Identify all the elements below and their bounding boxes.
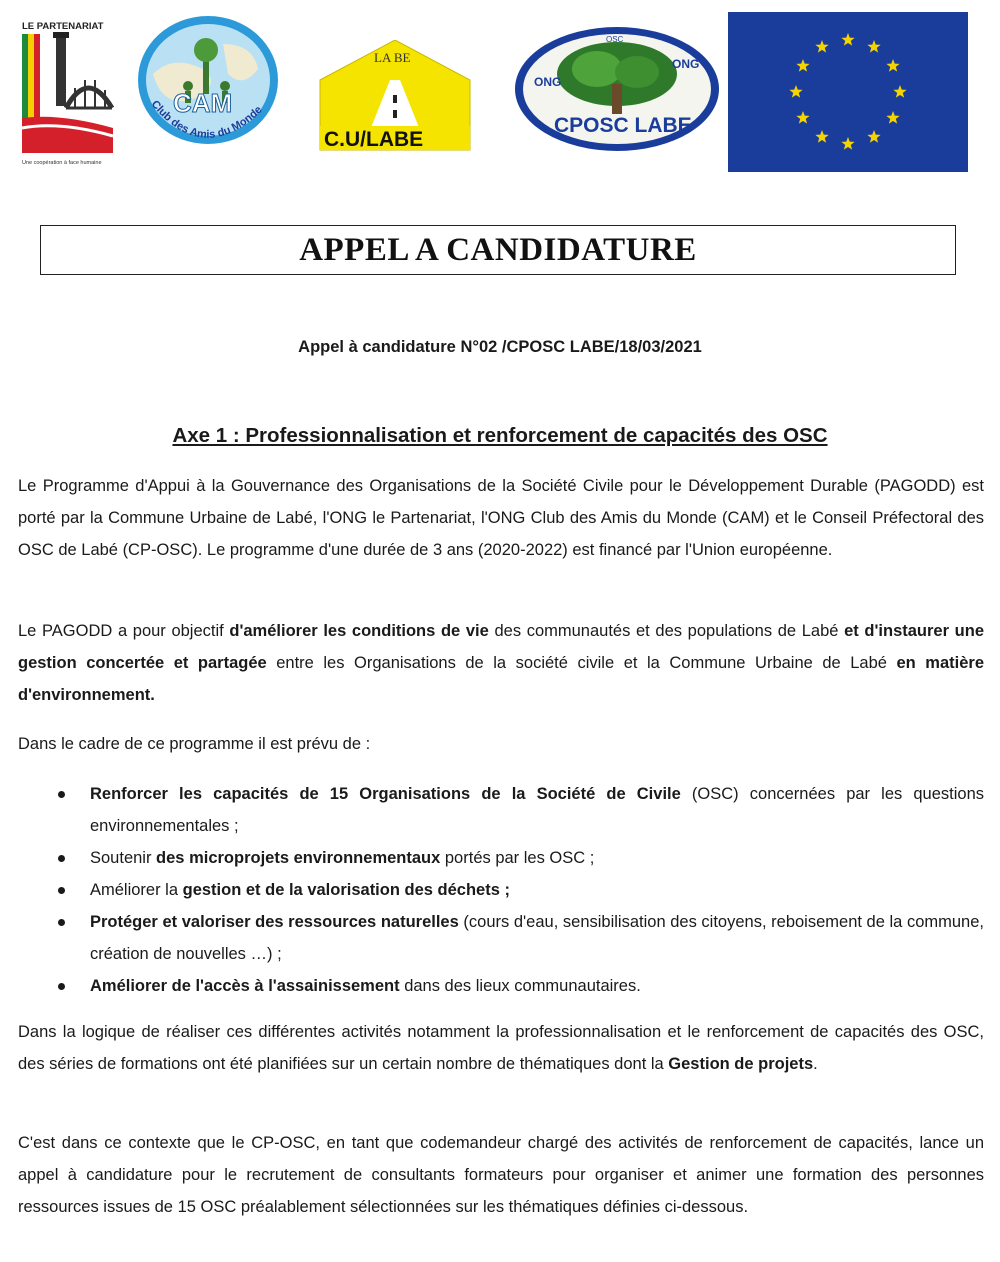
list-item [52,778,984,842]
paragraph-intro: Le Programme d'Appui à la Gouvernance des Organisations de la Société Civile pour le Développement Durable (PAGODD) est porté par la Commune Urbaine de Labé, l'ONG le Partenariat, l'ONG Club des Amis du Monde (CAM) et le Conseil Préfectoral des OSC de Labé (CP-OSC). Le programme d'une durée de 3 ans (2020-2022) est financé par l'Union européenne. [18,477,984,559]
paragraph-trainings [18,1016,984,1080]
partenariat-logo-tagline: Une coopération à face humaine [22,160,102,166]
cposc-logo [512,24,722,154]
bullet-icon [58,887,65,894]
culabe-logo-name: C.U/LABE [324,128,424,151]
list-item-text: portés par les OSC ; [440,849,595,867]
cposc-logo-name: CPOSC LABE [554,114,692,137]
culabe-logo-top: LA BE [374,50,411,65]
trainings-bold: Gestion de projets [668,1055,814,1073]
eu-flag-logo [728,12,968,172]
bullet-icon [58,791,65,798]
list-item [52,970,984,1002]
cam-logo [133,14,283,152]
paragraph-objective [18,615,984,711]
objectives-list [52,778,984,1002]
bullet-icon [58,855,65,862]
list-item [52,874,984,906]
cposc-logo-osc: OSC [606,35,624,44]
objective-bold-3: en matière d'environnement. [18,654,984,704]
partenariat-logo [20,18,115,168]
cam-logo-name: Club des Amis du Monde [148,98,265,141]
cposc-logo-ong-right: ONG [672,57,700,71]
list-item-text: Soutenir [90,849,157,867]
list-item-bold: Protéger et valoriser des ressources naturelles [90,913,459,931]
list-item-bold: Renforcer les capacités de 15 Organisations de la Société de Civile [90,785,681,803]
list-item-text: Améliorer la [90,881,183,899]
paragraph-program-intro: Dans le cadre de ce programme il est prévu de : [18,735,371,753]
list-item-bold: Améliorer de l'accès à l'assainissement [90,977,400,995]
objective-bold-2: et d'instaurer une gestion concertée et partagée [18,622,984,672]
axis-heading: Axe 1 : Professionnalisation et renforcement de capacités des OSC [172,424,828,447]
page-title: APPEL A CANDIDATURE [299,231,697,268]
trainings-end: . [813,1055,818,1073]
objective-text-2: des communautés et des populations de Labé [488,622,845,640]
list-item-text: (OSC) concernées par les questions environnementales ; [90,785,984,835]
cposc-logo-ong-left: ONG [534,75,562,89]
partenariat-logo-text: LE PARTENARIAT [22,21,104,32]
list-item [52,906,984,970]
culabe-logo [310,40,480,155]
title-box [40,225,956,275]
trainings-text: Dans la logique de réaliser ces différentes activités notamment la professionnalisation et le renforcement de capacités des OSC, des séries de formations ont été planifiées sur un certain nombre de thématiques dont la [18,1023,984,1073]
objective-bold-1: d'améliorer les conditions de vie [229,622,489,640]
list-item [52,842,984,874]
objective-text-1: Le PAGODD a pour objectif [18,622,230,640]
reference-number: Appel à candidature N°02 /CPOSC LABE/18/03/2021 [298,338,702,356]
bullet-icon [58,983,65,990]
list-item-bold: des microprojets environnementaux [156,849,441,867]
cam-logo-abbr: CAM [173,88,233,118]
bullet-icon [58,919,65,926]
list-item-bold: gestion et de la valorisation des déchets ; [182,881,510,899]
objective-text-3: entre les Organisations de la société civile et la Commune Urbaine de Labé [266,654,897,672]
list-item-text: (cours d'eau, sensibilisation des citoyens, reboisement de la commune, création de nouvelles …) ; [90,913,984,963]
paragraph-context: C'est dans ce contexte que le CP-OSC, en tant que codemandeur chargé des activités de renforcement de capacités, lance un appel à candidature pour le recrutement de consultants formateurs pour organiser et animer une formation des personnes ressources issues de 15 OSC préalablement sélectionnées sur les thématiques définies ci-dessous. [18,1134,984,1216]
list-item-text: dans des lieux communautaires. [399,977,641,995]
